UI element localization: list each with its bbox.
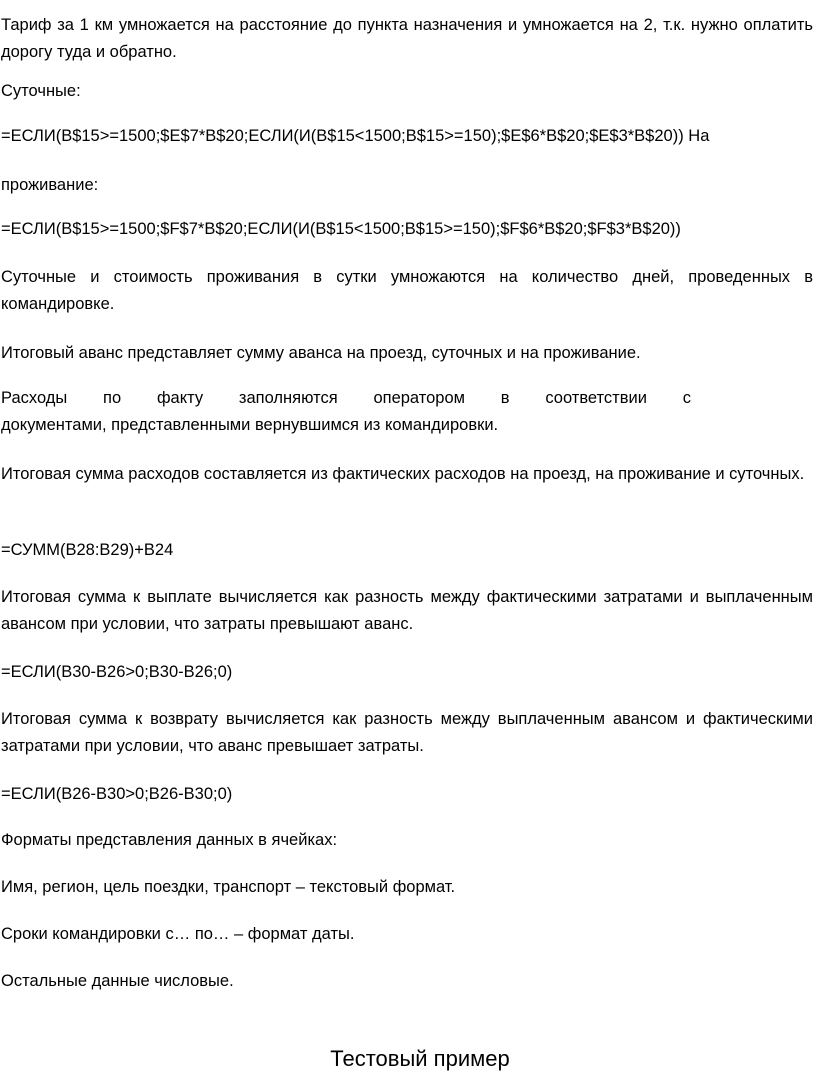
word: в — [500, 389, 510, 407]
paragraph-numeric-format: Остальные данные числовые. — [1, 972, 234, 990]
word: заполняются — [238, 389, 338, 407]
formula-accommodation: =ЕСЛИ(B$15>=1500;$F$7*B$20;ЕСЛИ(И(B$15<1500;B$15>=150);$F$6*B$20;$F$3*B$20)) — [1, 220, 681, 238]
section-heading: Тестовый пример — [330, 1046, 510, 1071]
paragraph-accommodation-label: проживание: — [1, 176, 99, 194]
formula-refund: =ЕСЛИ(B26-B30>0;B26-B30;0) — [1, 785, 233, 803]
formula-daily: =ЕСЛИ(B$15>=1500;$E$7*B$20;ЕСЛИ(И(B$15<1500;B$15>=150);$E$6*B$20;$E$3*B$20)) На — [1, 127, 710, 145]
actual-expenses-line1 — [1, 385, 691, 412]
word: факту — [156, 389, 204, 407]
formula-payout: =ЕСЛИ(B30-B26>0;B30-B26;0) — [1, 663, 233, 681]
word: Расходы — [1, 389, 68, 407]
paragraph-expenses-total: Итоговая сумма расходов составляется из фактических расходов на проезд, на проживание и суточных. — [1, 465, 805, 483]
paragraph-actual-expenses — [1, 385, 813, 439]
paragraph-date-format: Сроки командировки с… по… – формат даты. — [1, 925, 355, 943]
actual-expenses-line2: документами, представленными вернувшимся из командировки. — [1, 416, 499, 434]
word: с — [682, 389, 691, 407]
paragraph-text-format: Имя, регион, цель поездки, транспорт – текстовый формат. — [1, 878, 456, 896]
paragraph-tariff: Тариф за 1 км умножается на расстояние до пункта назначения и умножается на 2, т.к. нужно оплатить дорогу туда и обратно. — [1, 16, 813, 61]
word: по — [103, 389, 122, 407]
paragraph-daily-label: Суточные: — [1, 82, 81, 100]
word: оператором — [373, 389, 465, 407]
word: соответствии — [545, 389, 647, 407]
paragraph-payout: Итоговая сумма к выплате вычисляется как разность между фактическими затратами и выплаченным авансом при условии, что затраты превышают аванс. — [1, 588, 813, 633]
paragraph-formats-label: Форматы представления данных в ячейках: — [1, 831, 338, 849]
paragraph-refund: Итоговая сумма к возврату вычисляется как разность между выплаченным авансом и фактическими затратами при условии, что аванс превышает затраты. — [1, 710, 813, 755]
paragraph-days-multiply: Суточные и стоимость проживания в сутки умножаются на количество дней, проведенных в командировке. — [1, 268, 813, 313]
formula-sum: =СУММ(B28:B29)+B24 — [1, 541, 174, 559]
paragraph-advance-total: Итоговый аванс представляет сумму аванса на проезд, суточных и на проживание. — [1, 344, 641, 362]
